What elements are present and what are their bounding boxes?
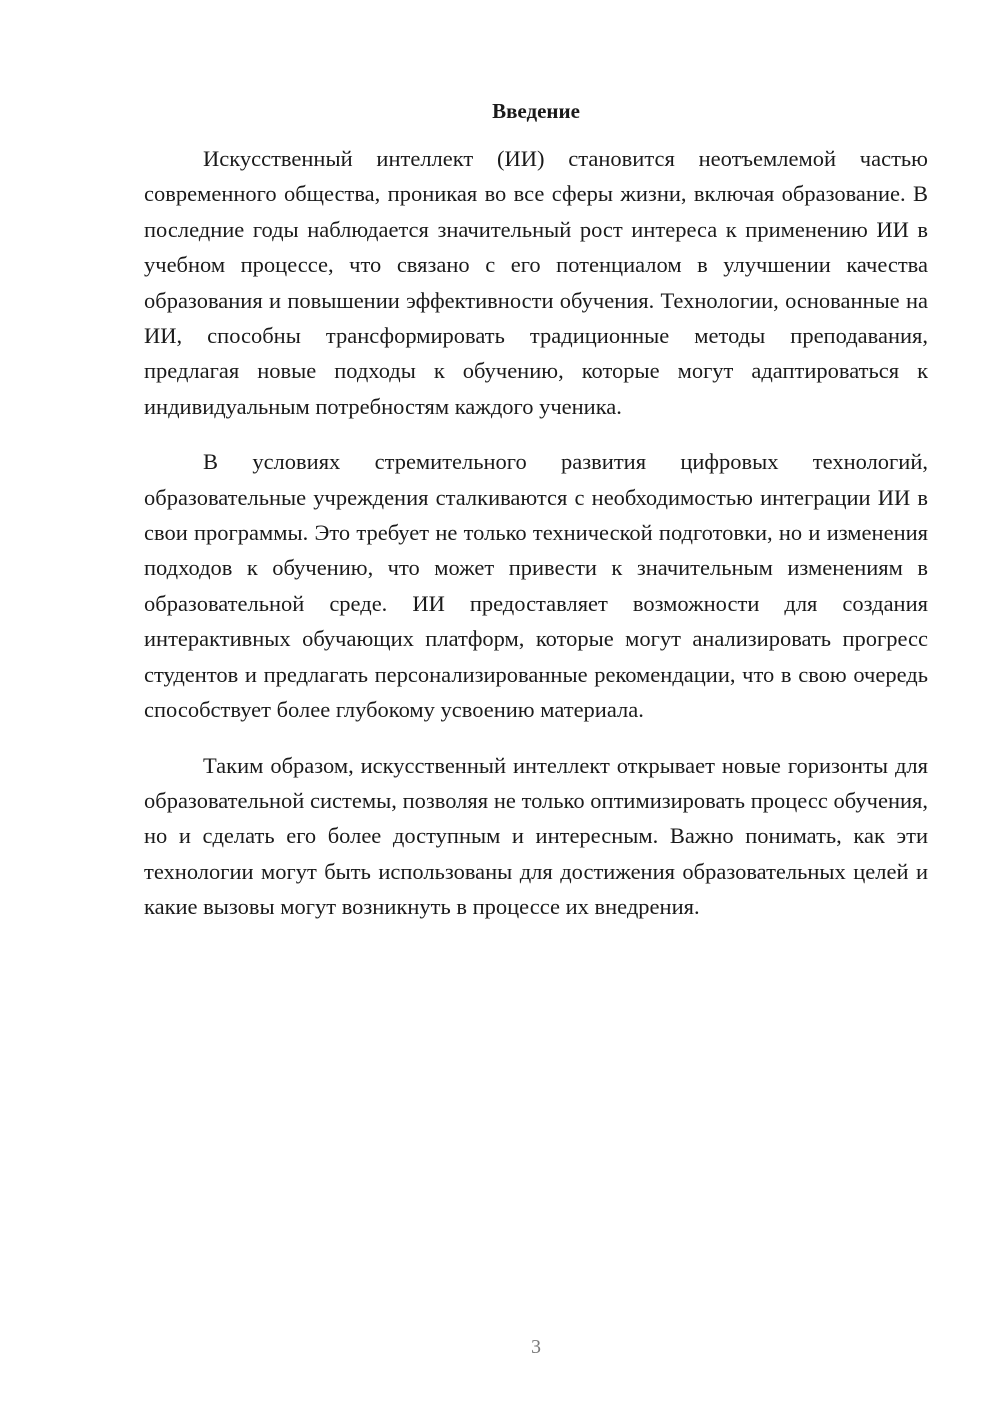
body-text	[144, 141, 928, 945]
page-number: 3	[531, 1336, 541, 1358]
paragraph-3: Таким образом, искусственный интеллект открывает новые горизонты для образовательной системы, позволяя не только оптимизировать процесс обучения, но и сделать его более доступным и интересным. Важно понимать, как эти технологии могут быть использованы для достижения образовательных целей и какие вызовы могут возникнуть в процессе их внедрения.	[144, 752, 928, 920]
paragraph-1: Искусственный интеллект (ИИ) становится неотъемлемой частью современного общества, проникая во все сферы жизни, включая образование. В последние годы наблюдается значительный рост интереса к применению ИИ в учебном процессе, что связано с его потенциалом в улучшении качества образования и повышении эффективности обучения. Технологии, основанные на ИИ, способны трансформировать традиционные методы преподавания, предлагая новые подходы к обучению, которые могут адаптироваться к индивидуальным потребностям каждого ученика.	[144, 146, 928, 419]
paragraph-2: В условиях стремительного развития цифровых технологий, образовательные учреждения сталкиваются с необходимостью интеграции ИИ в свои программы. Это требует не только технической подготовки, но и изменения подходов к обучению, что может привести к значительным изменениям в образовательной среде. ИИ предоставляет возможности для создания интерактивных обучающих платформ, которые могут анализировать прогресс студентов и предлагать персонализированные рекомендации, что в свою очередь способствует более глубокому усвоению материала.	[144, 449, 928, 723]
page-title: Введение	[492, 99, 580, 123]
